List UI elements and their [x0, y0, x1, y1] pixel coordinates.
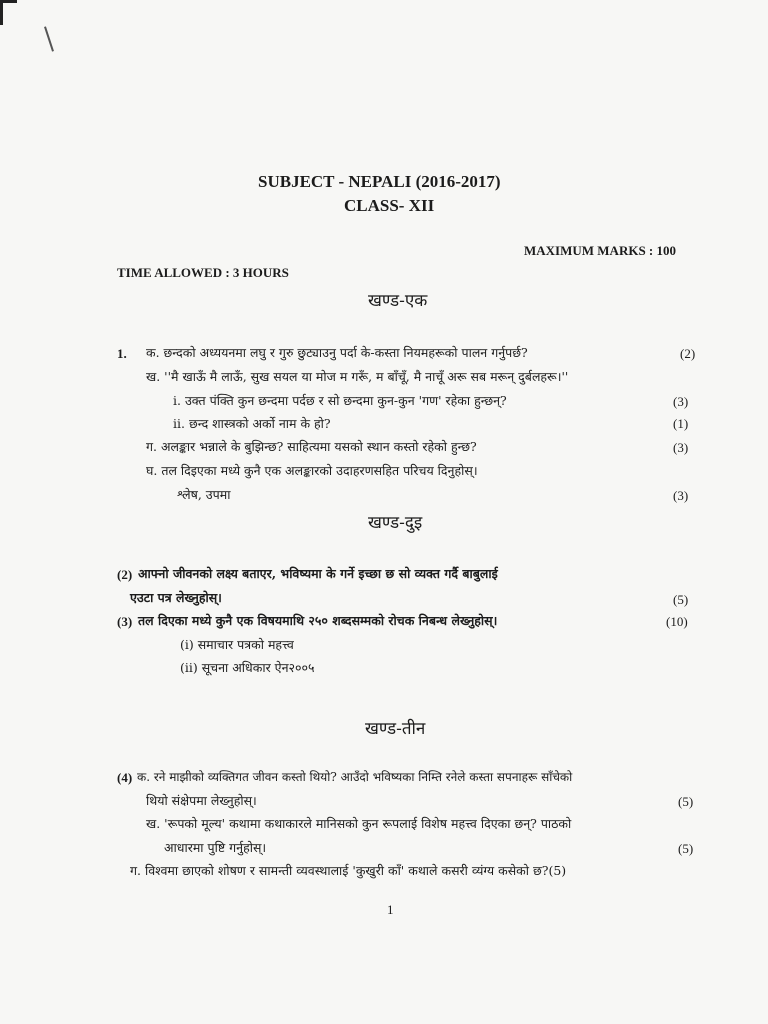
marks: (2) [680, 346, 696, 361]
pen-stroke [44, 26, 54, 51]
subject-title: SUBJECT - NEPALI (2016-2017) [258, 172, 501, 191]
corner-mark [0, 0, 17, 25]
section-heading-three: खण्ड-तीन [365, 719, 426, 739]
question-2-line-2: एउटा पत्र लेख्नुहोस्। [130, 590, 222, 605]
page-number: 1 [387, 902, 394, 917]
question-1-kha-i: i. उक्त पंक्ति कुन छन्दमा पर्दछ र सो छन्दमा कुन-कुन 'गण' रहेका हुन्छन्? [173, 393, 507, 408]
question-3-option-1: (i) समाचार पत्रको महत्त्व [180, 637, 294, 652]
question-1-ga: ग. अलङ्कार भन्नाले के बुझिन्छ? साहित्यमा यसको स्थान कस्तो रहेको हुन्छ? [146, 439, 477, 454]
time-allowed: TIME ALLOWED : 3 HOURS [117, 265, 289, 280]
question-4-ka-line-1: क. रने माझीको व्यक्तिगत जीवन कस्तो थियो? आउँदो भविष्यका निम्ति रनेले कस्ता सपनाहरू साँचेको [137, 770, 573, 784]
marks: (5) [673, 592, 689, 607]
question-number: (3) [117, 614, 133, 629]
section-heading-one: खण्ड-एक [368, 291, 428, 311]
question-3-option-2: (ii) सूचना अधिकार ऐन२००५ [180, 660, 315, 675]
marks: (10) [666, 614, 688, 629]
question-4-kha-line-2: आधारमा पुष्टि गर्नुहोस्। [164, 840, 267, 855]
question-1-gha: घ. तल दिइएका मध्ये कुनै एक अलङ्कारको उदाहरणसहित परिचय दिनुहोस्। [146, 463, 478, 478]
class-title: CLASS- XII [344, 196, 435, 215]
question-1-gha-options: श्लेष, उपमा [177, 487, 231, 502]
marks: (5) [678, 841, 694, 856]
question-2-line-1: आफ्नो जीवनको लक्ष्य बताएर, भविष्यमा के गर्ने इच्छा छ सो व्यक्त गर्दै बाबुलाई [138, 566, 498, 581]
question-3: तल दिएका मध्ये कुनै एक विषयमाथि २५० शब्दसम्मको रोचक निबन्ध लेख्नुहोस्। [138, 613, 498, 628]
maximum-marks: MAXIMUM MARKS : 100 [524, 243, 677, 258]
question-number: (4) [117, 770, 133, 785]
question-4-ka-line-2: थियो संक्षेपमा लेख्नुहोस्। [146, 793, 257, 808]
question-1-kha-ii: ii. छन्द शास्त्रको अर्को नाम के हो? [173, 416, 331, 431]
marks: (3) [673, 394, 689, 409]
question-number: 1. [117, 346, 127, 361]
marks: (5) [678, 794, 694, 809]
section-heading-two: खण्ड-दुइ [368, 513, 423, 533]
question-1-ka: क. छन्दको अध्ययनमा लघु र गुरु छुट्याउनु पर्दा के-कस्ता नियमहरूको पालन गर्नुपर्छ? [146, 345, 528, 360]
question-4-ga: ग. विश्वमा छाएको शोषण र सामन्ती व्यवस्थालाई 'कुखुरी काँ' कथाले कसरी व्यंग्य कसेको छ?(5) [130, 863, 567, 878]
question-number: (2) [117, 567, 133, 582]
question-1-kha: ख. ''मै खाऊँ मै लाऊँ, सुख सयल या मोज म गरूँ, म बाँचूँ, मै नाचूँ अरू सब मरून् दुर्बलहरू।'' [146, 369, 569, 384]
marks: (3) [673, 488, 689, 503]
question-4-kha-line-1: ख. 'रूपको मूल्य' कथामा कथाकारले मानिसको कुन रूपलाई विशेष महत्त्व दिएका छन्? पाठको [146, 816, 572, 831]
marks: (3) [673, 440, 689, 455]
marks: (1) [673, 416, 689, 431]
